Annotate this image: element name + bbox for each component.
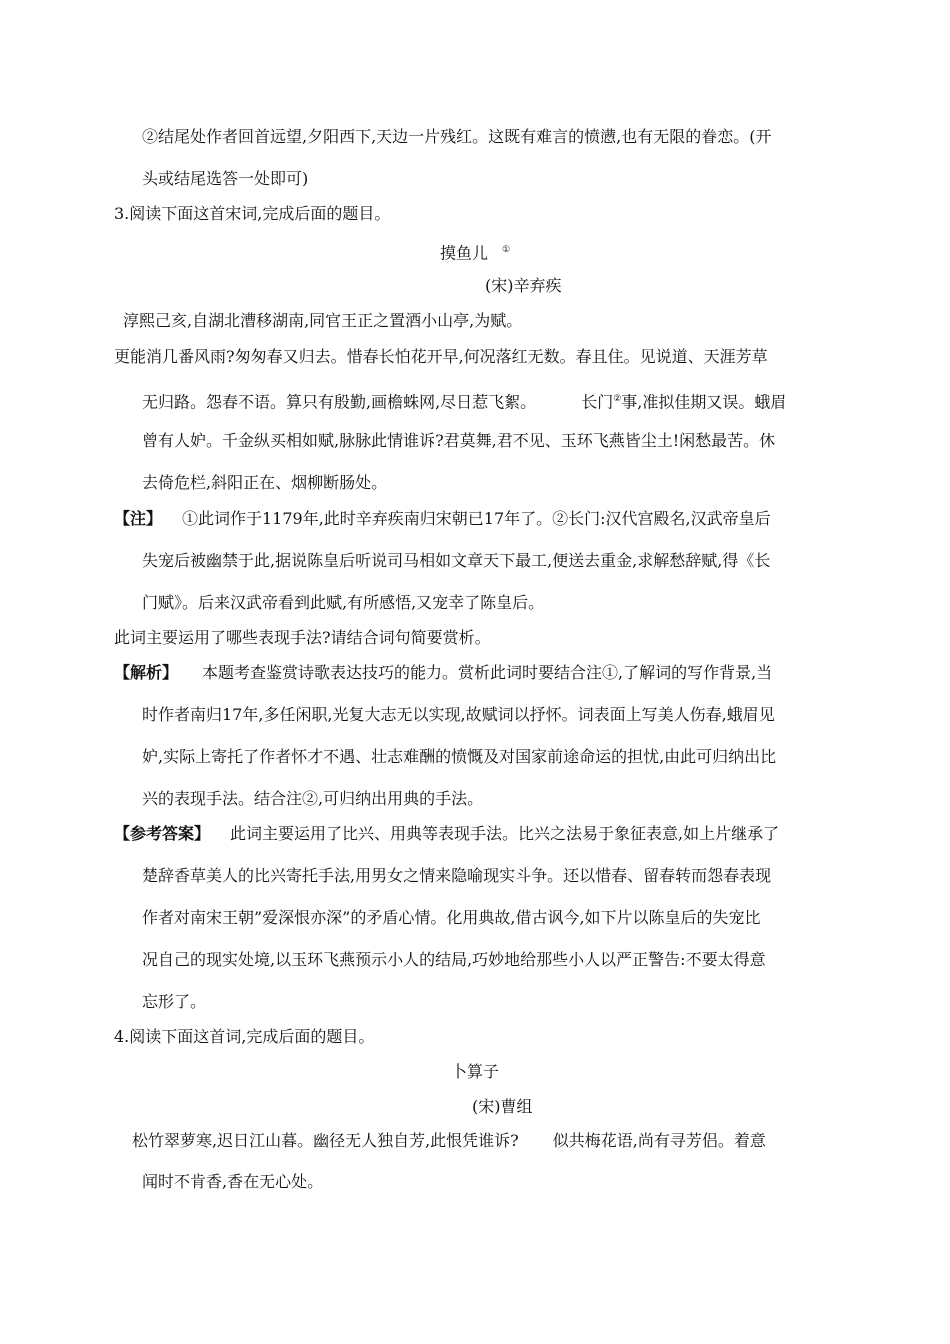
poem-3-title bbox=[0, 240, 950, 263]
analysis-label: 【解析】 bbox=[114, 663, 179, 682]
poem-3-line-2-part-a: 无归路。怨春不语。算只有殷勤,画檐蛛网,尽日惹飞絮。 bbox=[142, 392, 537, 412]
answer-line-5: 忘形了。 bbox=[142, 992, 207, 1011]
answer-line-3: 作者对南宋王朝”爱深恨亦深”的矛盾心情。化用典故,借古讽今,如下片以陈皇后的失宠比 bbox=[142, 908, 761, 927]
note-label: 【注】 bbox=[114, 509, 163, 528]
analysis-line-1: 本题考查鉴赏诗歌表达技巧的能力。赏析此词时要结合注①,了解词的写作背景,当 bbox=[202, 663, 773, 682]
poem-3-line-2-part-b: 事,准拟佳期又误。蛾眉 bbox=[621, 392, 787, 412]
poem-4-line-1-part-a: 松竹翠萝寒,迟日江山暮。幽径无人独自芳,此恨凭谁诉? bbox=[132, 1131, 519, 1150]
poem-4-line-2: 闻时不肯香,香在无心处。 bbox=[142, 1172, 324, 1191]
poem-3-line-2-changmen: 长门 bbox=[581, 392, 614, 412]
poem-3-title-footnote-marker: ① bbox=[501, 245, 511, 255]
poem-4-line-1 bbox=[132, 1131, 766, 1151]
analysis-line-3: 妒,实际上寄托了作者怀才不遇、壮志难酬的愤慨及对国家前途命运的担忧,由此可归纳出比 bbox=[142, 747, 777, 766]
previous-answer-line-1: ②结尾处作者回首远望,夕阳西下,天边一片残红。这既有难言的愤懑,也有无限的眷恋。(开 bbox=[142, 127, 772, 146]
poem-3-line-3: 曾有人妒。千金纵买相如赋,脉脉此情谁诉?君莫舞,君不见、玉环飞燕皆尘土!闲愁最苦。休 bbox=[142, 431, 776, 450]
question-3-intro: 3.阅读下面这首宋词,完成后面的题目。 bbox=[114, 204, 391, 223]
poem-3-preface: 淳熙己亥,自湖北漕移湖南,同官王正之置酒小山亭,为赋。 bbox=[123, 311, 523, 330]
note-line-2: 失宠后被幽禁于此,据说陈皇后听说司马相如文章天下最工,便送去重金,求解愁辞赋,得《长 bbox=[142, 551, 771, 570]
question-4-intro: 4.阅读下面这首词,完成后面的题目。 bbox=[114, 1027, 375, 1046]
poem-3-line-4: 去倚危栏,斜阳正在、烟柳断肠处。 bbox=[142, 473, 388, 492]
poem-3-line-2 bbox=[142, 389, 786, 412]
poem-3-title-text: 摸鱼儿 bbox=[439, 243, 488, 263]
answer-label: 【参考答案】 bbox=[114, 824, 211, 843]
poem-3-line-1: 更能消几番风雨?匆匆春又归去。惜春长怕花开早,何况落红无数。春且住。见说道、天涯芳草 bbox=[114, 347, 768, 366]
note-line-3: 门赋》。后来汉武帝看到此赋,有所感悟,又宠幸了陈皇后。 bbox=[142, 593, 545, 612]
poem-3-author: (宋)辛弃疾 bbox=[485, 276, 562, 295]
note-line-1: ①此词作于1179年,此时辛弃疾南归宋朝已17年了。②长门:汉代宫殿名,汉武帝皇后 bbox=[182, 509, 771, 528]
poem-4-author: (宋)曹组 bbox=[472, 1097, 533, 1116]
answer-line-4: 况自己的现实处境,以玉环飞燕预示小人的结局,巧妙地给那些小人以严正警告:不要太得意 bbox=[142, 950, 766, 969]
poem-4-line-1-part-b: 似共梅花语,尚有寻芳侣。着意 bbox=[552, 1131, 766, 1150]
previous-answer-line-2: 头或结尾选答一处即可) bbox=[142, 169, 309, 188]
poem-4-title: 卜算子 bbox=[450, 1062, 499, 1081]
analysis-line-4: 兴的表现手法。结合注②,可归纳出用典的手法。 bbox=[142, 789, 484, 808]
poem-3-footnote-2-marker: ② bbox=[613, 394, 622, 404]
answer-line-2: 楚辞香草美人的比兴寄托手法,用男女之情来隐喻现实斗争。还以惜春、留春转而怨春表现 bbox=[142, 866, 772, 885]
answer-line-1: 此词主要运用了比兴、用典等表现手法。比兴之法易于象征表意,如上片继承了 bbox=[230, 824, 780, 843]
analysis-line-2: 时作者南归17年,多任闲职,光复大志无以实现,故赋词以抒怀。词表面上写美人伤春,蛾眉见 bbox=[142, 705, 775, 724]
question-3-prompt: 此词主要运用了哪些表现手法?请结合词句简要赏析。 bbox=[114, 628, 491, 647]
